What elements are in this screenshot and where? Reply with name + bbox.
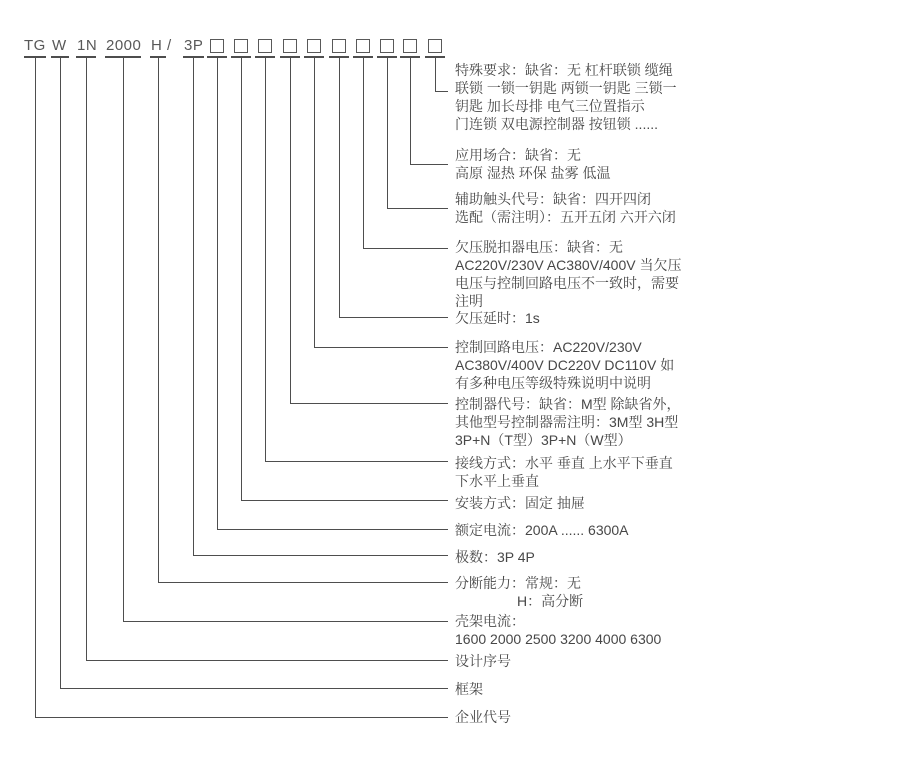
legend-line: 极数：3P 4P <box>455 549 535 565</box>
legend-item-breaking-capacity <box>455 574 583 610</box>
legend-line: 高原 湿热 环保 盐雾 低温 <box>455 165 611 181</box>
legend-line: 壳架电流： <box>455 613 525 629</box>
connector-vertical-line <box>123 57 124 622</box>
legend-line: 欠压脱扣器电压：缺省：无 <box>455 239 623 255</box>
model-code-segment: W <box>52 37 67 54</box>
legend-line: AC220V/230V AC380V/400V 当欠压 <box>455 257 682 273</box>
model-code-segment: TG <box>24 37 46 54</box>
connector-vertical-line <box>60 57 61 689</box>
legend-line: 3P+N（T型）3P+N（W型） <box>455 432 632 448</box>
connector-vertical-line <box>435 57 436 92</box>
placeholder-box <box>283 39 297 53</box>
legend-item-auxiliary-contact-code <box>455 190 676 226</box>
legend-line: 门连锁 双电源控制器 按钮锁 ...... <box>455 116 659 132</box>
placeholder-box <box>210 39 224 53</box>
connector-vertical-line <box>158 57 159 583</box>
connector-horizontal-line <box>363 248 448 249</box>
legend-line: 辅助触头代号：缺省：四开四闭 <box>455 191 651 207</box>
connector-horizontal-line <box>60 688 448 689</box>
legend-item-poles <box>455 548 535 566</box>
connector-horizontal-line <box>86 660 448 661</box>
legend-line: 电压与控制回路电压不一致时，需要 <box>455 275 679 291</box>
legend-item-design-serial-number <box>455 652 511 670</box>
legend-line: 特殊要求：缺省：无 杠杆联锁 缆绳 <box>455 62 673 78</box>
placeholder-box <box>403 39 417 53</box>
model-code-segment: H <box>151 37 163 54</box>
legend-line: 框架 <box>455 681 483 697</box>
legend-item-frame-current <box>455 612 661 648</box>
connector-horizontal-line <box>339 317 448 318</box>
placeholder-box <box>380 39 394 53</box>
connector-horizontal-line <box>241 500 448 501</box>
connector-horizontal-line <box>387 208 448 209</box>
legend-line: 控制器代号：缺省：M型 除缺省外， <box>455 396 681 412</box>
legend-line: 注明 <box>455 293 483 309</box>
legend-item-installation-method <box>455 494 585 512</box>
legend-line: 联锁 一锁一钥匙 两锁一钥匙 三锁一 <box>455 80 677 96</box>
legend-line: 有多种电压等级特殊说明中说明 <box>455 375 651 391</box>
legend-item-undervoltage-delay <box>455 309 540 327</box>
legend-line: 设计序号 <box>455 653 511 669</box>
connector-vertical-line <box>387 57 388 209</box>
legend-item-special-requirements <box>455 61 677 133</box>
placeholder-box <box>307 39 321 53</box>
legend-line: 其他型号控制器需注明：3M型 3H型 <box>455 414 679 430</box>
connector-vertical-line <box>35 57 36 718</box>
legend-item-rated-current <box>455 521 629 539</box>
legend-line: 企业代号 <box>455 709 511 725</box>
legend-line: H：高分断 <box>517 593 584 609</box>
legend-item-enterprise-code <box>455 708 511 726</box>
legend-line: 分断能力：常规：无 <box>455 575 581 591</box>
connector-vertical-line <box>363 57 364 249</box>
connector-horizontal-line <box>410 164 448 165</box>
connector-vertical-line <box>193 57 194 556</box>
model-code-segment: / <box>167 37 172 54</box>
connector-vertical-line <box>265 57 266 462</box>
connector-horizontal-line <box>123 621 448 622</box>
legend-line: 选配（需注明）：五开五闭 六开六闭 <box>455 209 676 225</box>
legend-item-undervoltage-release-voltage <box>455 238 681 310</box>
legend-line: 安装方式：固定 抽屉 <box>455 495 585 511</box>
connector-horizontal-line <box>35 717 448 718</box>
placeholder-box <box>234 39 248 53</box>
connector-vertical-line <box>86 57 87 661</box>
legend-line: 下水平上垂直 <box>455 473 539 489</box>
legend-item-controller-code <box>455 395 681 449</box>
legend-line: 钥匙 加长母排 电气三位置指示 <box>455 98 645 114</box>
connector-horizontal-line <box>217 529 448 530</box>
connector-horizontal-line <box>193 555 448 556</box>
connector-vertical-line <box>290 57 291 404</box>
legend-line: 应用场合：缺省：无 <box>455 147 581 163</box>
connector-horizontal-line <box>290 403 448 404</box>
legend-line: 控制回路电压：AC220V/230V <box>455 339 642 355</box>
connector-vertical-line <box>241 57 242 501</box>
placeholder-box <box>258 39 272 53</box>
connector-horizontal-line <box>435 91 448 92</box>
placeholder-box <box>356 39 370 53</box>
connector-vertical-line <box>339 57 340 318</box>
model-code-segment: 2000 <box>106 37 142 54</box>
connector-vertical-line <box>410 57 411 165</box>
connector-horizontal-line <box>158 582 448 583</box>
placeholder-box <box>332 39 346 53</box>
model-code-segment: 3P <box>184 37 204 54</box>
legend-item-control-circuit-voltage <box>455 338 674 392</box>
legend-line: AC380V/400V DC220V DC110V 如 <box>455 357 675 373</box>
legend-line: 欠压延时：1s <box>455 310 540 326</box>
connector-horizontal-line <box>314 347 448 348</box>
legend-item-application-environment <box>455 146 611 182</box>
legend-line: 额定电流：200A ...... 6300A <box>455 522 629 538</box>
connector-horizontal-line <box>265 461 448 462</box>
legend-line: 接线方式：水平 垂直 上水平下垂直 <box>455 455 673 471</box>
legend-item-wiring-method <box>455 454 673 490</box>
model-code-segment: 1N <box>77 37 98 54</box>
connector-vertical-line <box>314 57 315 348</box>
connector-vertical-line <box>217 57 218 530</box>
legend-line: 1600 2000 2500 3200 4000 6300 <box>455 631 662 647</box>
placeholder-box <box>428 39 442 53</box>
legend-item-frame <box>455 680 483 698</box>
